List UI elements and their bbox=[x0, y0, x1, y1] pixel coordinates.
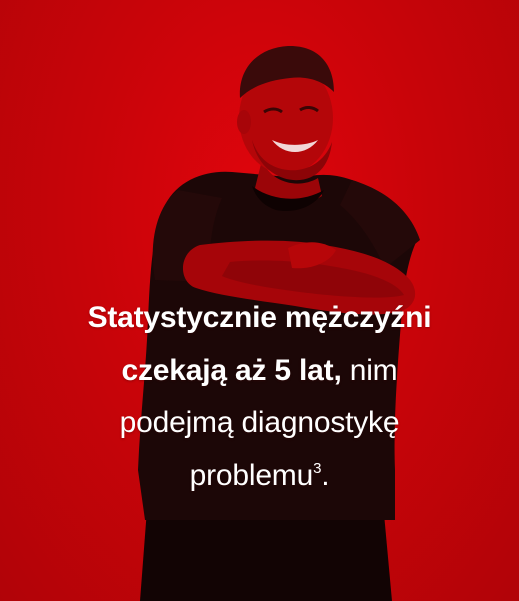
headline-line-3 bbox=[20, 397, 499, 450]
headline-line-2-regular: nim bbox=[341, 353, 398, 387]
headline-line-4-regular: problemu bbox=[189, 458, 314, 492]
headline bbox=[20, 292, 499, 502]
headline-line-2-bold: czekają aż 5 lat, bbox=[121, 353, 342, 387]
headline-line-4 bbox=[20, 450, 499, 503]
headline-line-4-end: . bbox=[321, 458, 330, 492]
man-ear bbox=[237, 110, 251, 134]
footnote-marker: 3 bbox=[313, 459, 322, 477]
headline-line-3-regular: podejmą diagnostykę bbox=[119, 406, 400, 439]
headline-line-1-bold: Statystycznie mężczyźni bbox=[87, 301, 432, 334]
headline-line-2 bbox=[20, 345, 499, 398]
headline-line-1 bbox=[20, 292, 499, 345]
